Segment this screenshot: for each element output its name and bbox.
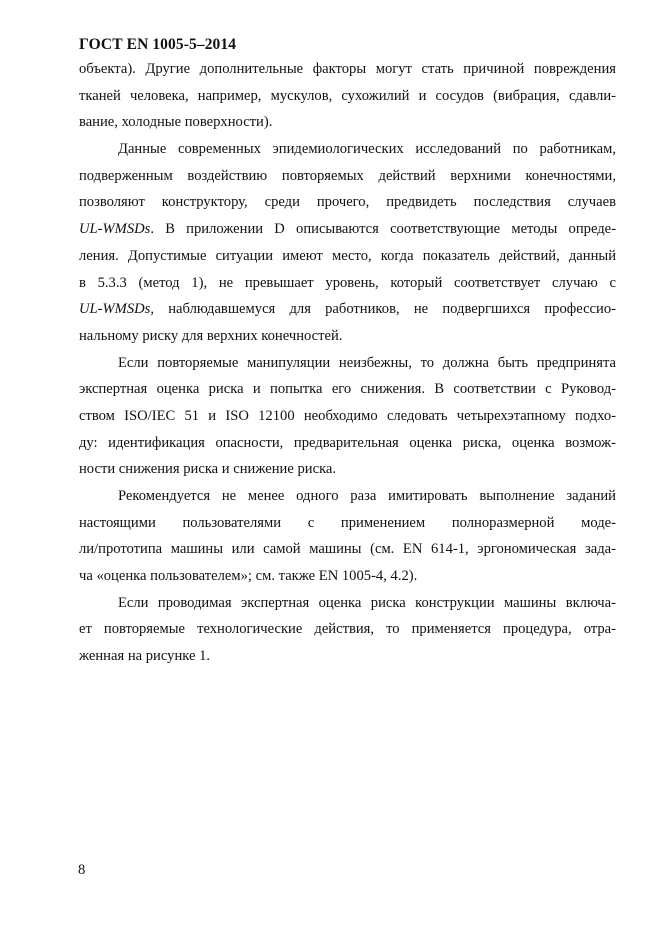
text-line: настоящими пользователями с применением полноразмерной моде- <box>79 514 616 531</box>
text-line: ли/прототипа машины или самой машины (см. EN 614-1, эргономическая зада- <box>79 541 616 558</box>
text-line: UL-WMSDs, наблюдавшемуся для работников, не подвергшихся профессио- <box>79 301 616 318</box>
text-line: в 5.3.3 (метод 1), не превышает уровень, который соответствует случаю с <box>79 274 616 291</box>
text-line: объекта). Другие дополнительные факторы могут стать причиной повреждения <box>79 61 616 77</box>
text-line: Если повторяемые манипуляции неизбежны, то должна быть предпринята <box>118 354 616 371</box>
text-line: ча «оценка пользователем»; см. также EN 1005-4, 4.2). <box>79 568 418 585</box>
text-line: ет повторяемые технологические действия, то применяется процедура, отра- <box>79 621 616 638</box>
text-line: позволяют конструктору, среди прочего, предвидеть последствия случаев <box>79 194 616 211</box>
paragraph-4 <box>79 483 616 590</box>
document-header: ГОСТ EN 1005-5–2014 <box>79 36 237 53</box>
text-line: экспертная оценка риска и попытка его снижения. В соответствии с Руковод- <box>79 381 616 398</box>
text-line: ством ISO/IEC 51 и ISO 12100 необходимо следовать четырехэтапному подхо- <box>79 407 616 424</box>
page-number: 8 <box>78 862 86 878</box>
paragraph-3 <box>79 350 616 483</box>
text-line: Рекомендуется не менее одного раза имитировать выполнение заданий <box>118 488 616 504</box>
text-line: ду: идентификация опасности, предварительная оценка риска, оценка возмож- <box>79 434 616 451</box>
text-line: женная на рисунке 1. <box>79 648 211 665</box>
text-line: вание, холодные поверхности). <box>79 114 273 131</box>
document-body <box>79 56 616 670</box>
text-line: Данные современных эпидемиологических исследований по работникам, <box>118 141 616 158</box>
paragraph-5 <box>79 590 616 670</box>
paragraph-1 <box>79 56 616 136</box>
text-line: нальному риску для верхних конечностей. <box>79 327 343 344</box>
text-line: ления. Допустимые ситуации имеют место, когда показатель действий, данный <box>79 247 616 264</box>
text-line: тканей человека, например, мускулов, сухожилий и сосудов (вибрация, сдавли- <box>79 87 616 104</box>
paragraph-2 <box>79 136 616 350</box>
text-line: UL-WMSDs. В приложении D описываются соответствующие методы опреде- <box>79 221 616 238</box>
text-line: ности снижения риска и снижение риска. <box>79 461 337 478</box>
text-line: Если проводимая экспертная оценка риска конструкции машины включа- <box>118 594 616 611</box>
text-line: подверженным воздействию повторяемых действий верхними конечностями, <box>79 167 616 184</box>
